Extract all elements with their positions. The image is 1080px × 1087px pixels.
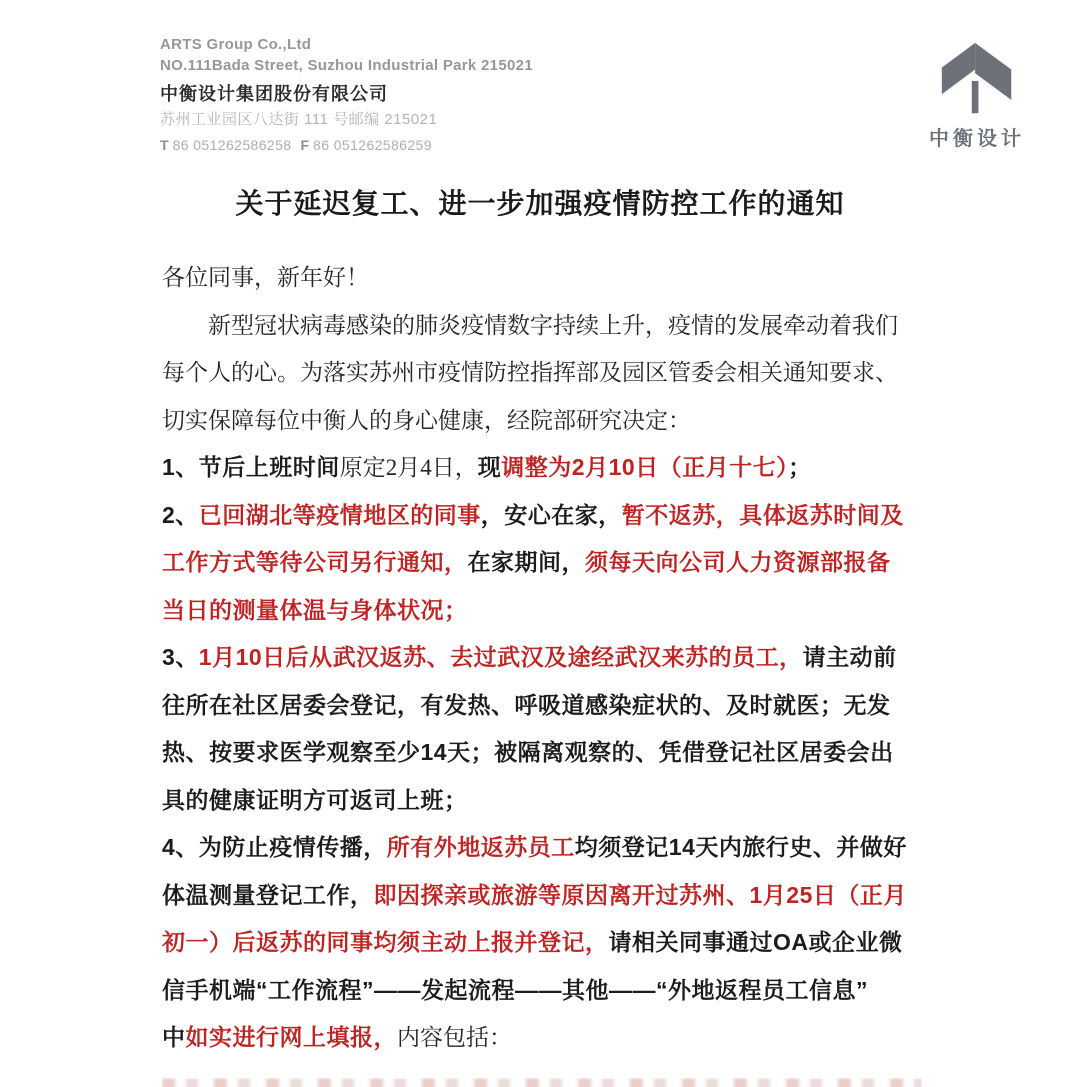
text-run: 现: [477, 454, 502, 480]
tel-label: T: [160, 137, 169, 153]
body-line: [162, 492, 970, 540]
body-line: [162, 872, 970, 920]
body-line: [162, 824, 970, 872]
company-logo: [920, 40, 1034, 151]
text-run: 请主动前: [802, 644, 897, 670]
company-name-cn: 中衡设计集团股份有限公司: [160, 84, 388, 104]
body-line: [162, 349, 970, 397]
text-run: 信手机端“工作流程”——发起流程——其他——“外地返程员工信息”: [162, 976, 868, 1003]
fax-label: F: [300, 137, 310, 153]
company-address-en: NO.111Bada Street, Suzhou Industrial Park 215021: [160, 57, 533, 74]
text-run: 所有外地返苏员工: [386, 834, 575, 860]
body-line: [162, 967, 970, 1015]
text-run: 如实进行网上填报，: [185, 1024, 397, 1050]
body-line: [162, 302, 970, 350]
cutoff-next-line: [162, 1078, 922, 1087]
tel-number: 86 051262586258: [172, 137, 292, 153]
text-run: 请相关同事通过OA或企业微: [608, 929, 903, 955]
body-line: [162, 1014, 970, 1062]
body-line: [162, 729, 970, 777]
logo-wordmark: 中衡设计: [929, 128, 1025, 150]
text-run: 初一）后返苏的同事均须主动上报并登记，: [162, 929, 609, 955]
company-name-en: ARTS Group Co.,Ltd: [160, 36, 312, 53]
text-run: 暂不返苏，具体返苏时间及: [621, 501, 904, 528]
body-line: [162, 634, 970, 682]
text-run: 每个人的心。为落实苏州市疫情防控指挥部及园区管委会相关通知要求、: [162, 360, 898, 385]
body-line: [162, 682, 970, 730]
text-run: 各位同事，新年好！: [162, 265, 369, 290]
text-run: 体温测量登记工作，: [162, 881, 374, 908]
text-run: 中: [162, 1024, 186, 1050]
text-run: 内容包括：: [397, 1025, 512, 1050]
fax-number: 86 051262586259: [313, 137, 432, 153]
text-run: 2、: [162, 501, 199, 528]
body-line: [162, 254, 970, 302]
text-run: 1月10日后从武汉返苏、去过武汉及途经武汉来苏的员工，: [198, 644, 803, 670]
text-run: 1、节后上班时间: [162, 454, 340, 480]
text-run: 往所在社区居委会登记，有发热、呼吸道感染症状的、及时就医；无发: [162, 691, 891, 718]
letterhead: [0, 0, 1080, 152]
text-run: 4、为防止疫情传播，: [162, 834, 387, 860]
body-line: [162, 919, 970, 967]
text-run: 须每天向公司人力资源部报备: [585, 549, 891, 575]
body-line: [162, 397, 970, 445]
text-run: 已回湖北等疫情地区的同事: [198, 501, 481, 528]
notice-title: 关于延迟复工、进一步加强疫情防控工作的通知: [235, 188, 845, 219]
roof-logo-icon: [929, 40, 1025, 118]
text-run: 工作方式等待公司另行通知，: [162, 549, 468, 575]
text-run: ，安心在家，: [480, 501, 622, 528]
text-run: 均须登记14天内旅行史、并做好: [574, 834, 907, 860]
text-run: ；: [788, 454, 812, 480]
text-run: 切实保障每位中衡人的身心健康，经院部研究决定：: [162, 407, 691, 433]
body-line: [162, 587, 970, 635]
text-run: 即因探亲或旅游等原因离开过苏州、1月25日（正月: [373, 881, 907, 908]
body-line: [162, 539, 970, 587]
text-run: 新型冠状病毒感染的肺炎疫情数字持续上升，疫情的发展牵动着我们: [208, 312, 898, 338]
text-run: 在家期间，: [467, 549, 585, 575]
body-line: [162, 777, 970, 825]
text-run: 热、按要求医学观察至少14天；被隔离观察的、凭借登记社区居委会出: [162, 739, 894, 765]
notice-body: [162, 254, 970, 1062]
text-run: 调整为2月10日（正月十七）: [501, 454, 789, 480]
text-run: 当日的测量体温与身体状况；: [162, 596, 468, 623]
text-run: 3、: [162, 644, 199, 670]
cutoff-glyph-tops: [162, 1078, 922, 1087]
company-address-cn: 苏州工业园区八达街 111 号邮编 215021: [160, 111, 438, 128]
body-line: [162, 444, 970, 492]
text-run: 原定2月4日，: [339, 455, 478, 480]
text-run: 具的健康证明方可返司上班；: [162, 786, 468, 813]
